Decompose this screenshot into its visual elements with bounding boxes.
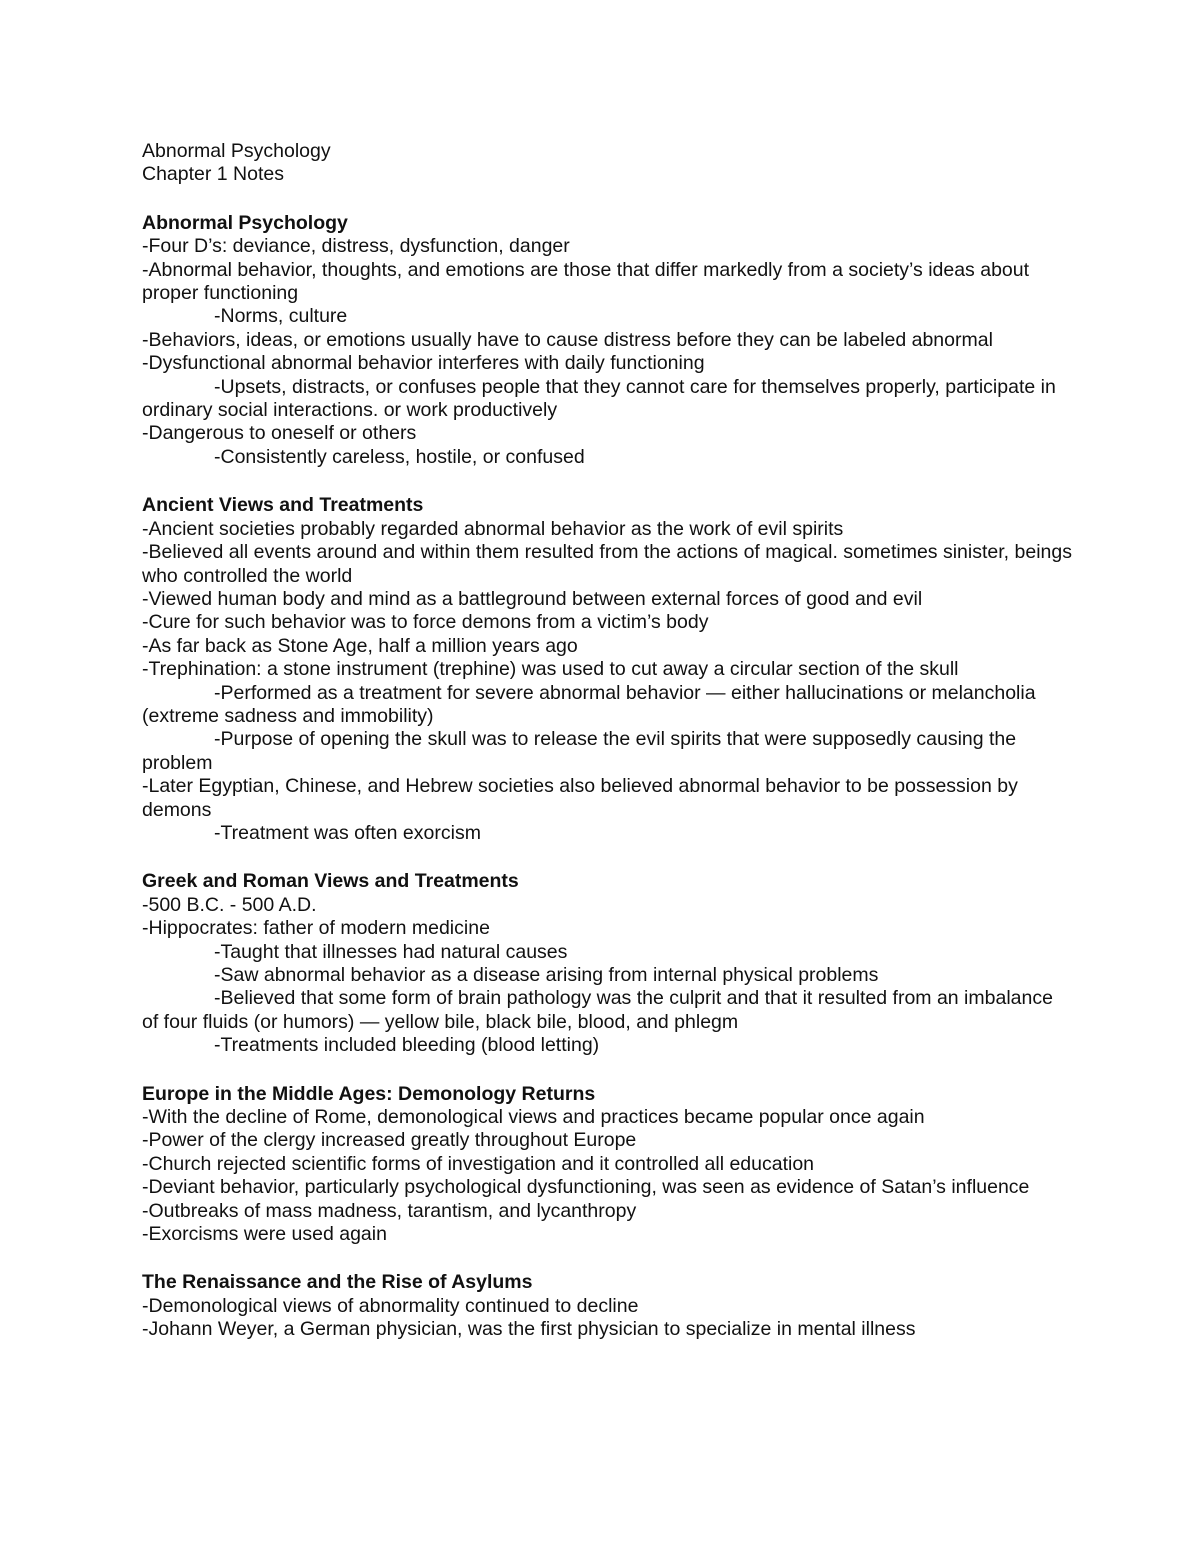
notes-section — [142, 1083, 1072, 1247]
sub-bullet-line: -Taught that illnesses had natural causes — [214, 940, 568, 963]
bullet-line: -Ancient societies probably regarded abnormal behavior as the work of evil spirits — [142, 517, 844, 540]
bullet-line: -Trephination: a stone instrument (trephine) was used to cut away a circular section of the skull — [142, 658, 959, 681]
bullet-line: -Later Egyptian, Chinese, and Hebrew societies also believed abnormal behavior to be possession by demons — [142, 775, 1018, 821]
chapter-title: Chapter 1 Notes — [142, 163, 284, 186]
bullet-line: -500 B.C. - 500 A.D. — [142, 893, 317, 916]
sub-bullet-line: -Performed as a treatment for severe abnormal behavior — either hallucinations or melancholia (extreme sadness and immobility) — [142, 681, 1036, 727]
sub-bullet-line: -Purpose of opening the skull was to release the evil spirits that were supposedly causing the problem — [142, 728, 1017, 774]
bullet-line: -Abnormal behavior, thoughts, and emotions are those that differ markedly from a society’s ideas about proper functioning — [142, 258, 1030, 305]
sub-bullet-line: -Upsets, distracts, or confuses people that they cannot care for themselves properly, participate in ordinary social interactions. or work productively — [142, 375, 1056, 422]
bullet-line: -Dysfunctional abnormal behavior interferes with daily functioning — [142, 352, 705, 375]
bullet-line: -Behaviors, ideas, or emotions usually have to cause distress before they can be labeled abnormal — [142, 328, 993, 351]
bullet-line: -Cure for such behavior was to force demons from a victim’s body — [142, 611, 709, 634]
bullet-line: -Johann Weyer, a German physician, was the first physician to specialize in mental illness — [142, 1318, 916, 1341]
notes-sections — [142, 212, 1072, 1342]
sub-bullet-line: -Norms, culture — [214, 305, 348, 328]
bullet-line: -Viewed human body and mind as a battleground between external forces of good and evil — [142, 587, 923, 610]
section-heading: The Renaissance and the Rise of Asylums — [142, 1271, 533, 1294]
sub-bullet-line: -Believed that some form of brain pathology was the culprit and that it resulted from an imbalance of four fluids (or humors) — yellow bile, black bile, blood, and phlegm — [142, 987, 1053, 1033]
bullet-line: -Hippocrates: father of modern medicine — [142, 917, 490, 940]
bullet-line: -Deviant behavior, particularly psychological dysfunctioning, was seen as evidence of Satan’s influence — [142, 1176, 1030, 1199]
bullet-line: -Outbreaks of mass madness, tarantism, and lycanthropy — [142, 1199, 637, 1222]
sub-bullet-line: -Treatment was often exorcism — [214, 821, 481, 844]
bullet-line: -Four D’s: deviance, distress, dysfunction, danger — [142, 235, 570, 258]
course-title: Abnormal Psychology — [142, 140, 331, 162]
bullet-line: -Power of the clergy increased greatly throughout Europe — [142, 1129, 637, 1152]
sub-bullet-line: -Treatments included bleeding (blood letting) — [214, 1034, 600, 1057]
section-heading: Greek and Roman Views and Treatments — [142, 870, 519, 893]
section-heading: Europe in the Middle Ages: Demonology Returns — [142, 1082, 596, 1105]
section-heading: Abnormal Psychology — [142, 211, 348, 234]
section-heading: Ancient Views and Treatments — [142, 494, 424, 517]
bullet-line: -With the decline of Rome, demonological views and practices became popular once again — [142, 1106, 925, 1129]
bullet-line: -Dangerous to oneself or others — [142, 422, 417, 445]
bullet-line: -Believed all events around and within them resulted from the actions of magical. sometimes sinister, beings who controlled the world — [142, 541, 1072, 587]
bullet-line: -As far back as Stone Age, half a million years ago — [142, 634, 578, 657]
bullet-line: -Exorcisms were used again — [142, 1223, 387, 1246]
notes-content — [142, 140, 1072, 1342]
notes-section — [142, 494, 1072, 845]
bullet-line: -Church rejected scientific forms of investigation and it controlled all education — [142, 1152, 815, 1175]
notes-section — [142, 212, 1072, 469]
notes-section — [142, 870, 1072, 1057]
notes-section — [142, 1271, 1072, 1341]
sub-bullet-line: -Saw abnormal behavior as a disease arising from internal physical problems — [214, 964, 879, 986]
bullet-line: -Demonological views of abnormality continued to decline — [142, 1294, 639, 1317]
sub-bullet-line: -Consistently careless, hostile, or confused — [214, 445, 585, 468]
